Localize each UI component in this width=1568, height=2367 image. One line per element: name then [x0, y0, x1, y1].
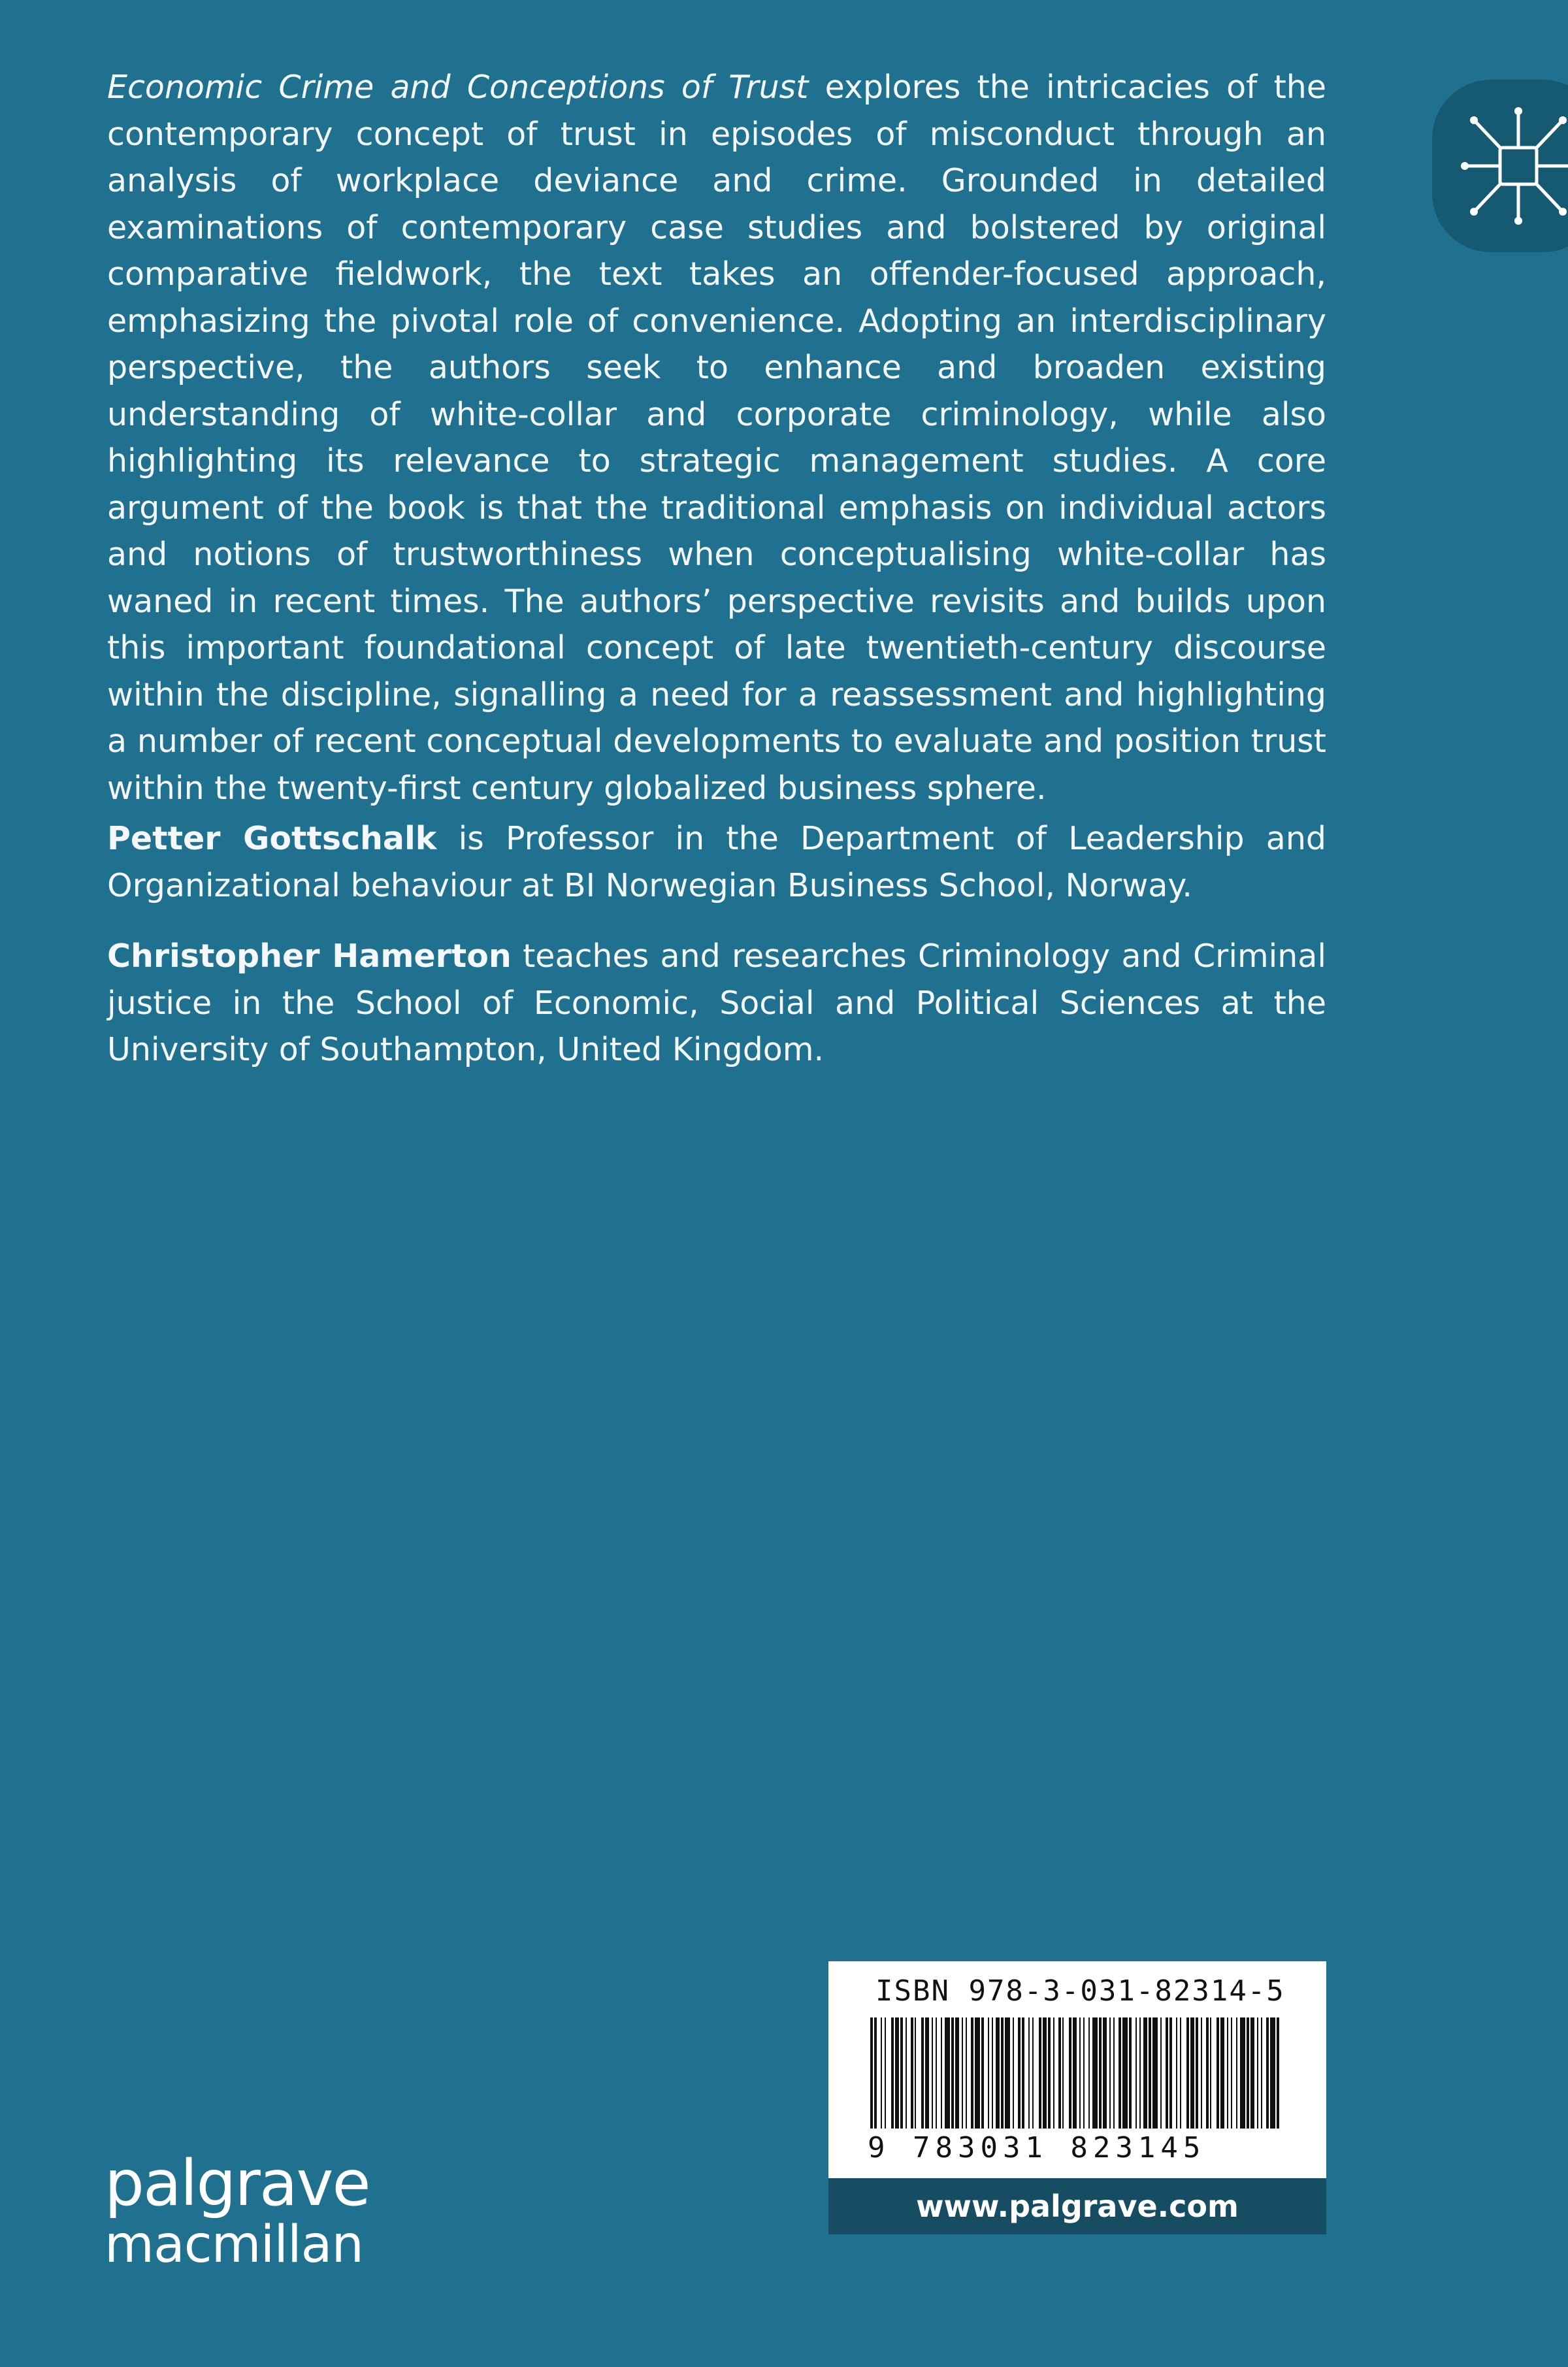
logo-line-palgrave: palgrave	[105, 2147, 370, 2220]
barcode-bar	[1139, 2017, 1141, 2129]
barcode-bar	[1103, 2017, 1107, 2129]
barcode-bar	[870, 2017, 873, 2129]
barcode-bar	[941, 2017, 942, 2129]
barcode-bar	[921, 2017, 924, 2129]
barcode-bar	[1257, 2017, 1258, 2129]
isbn-digits: 9 783031 823145	[868, 2131, 1206, 2164]
barcode-bar	[1013, 2017, 1014, 2129]
barcode-bar	[1266, 2017, 1269, 2129]
barcode-bar	[975, 2017, 980, 2129]
isbn-barcode-panel	[828, 1961, 1326, 2178]
author-bio-hamerton	[107, 933, 1326, 1073]
emblem-tab	[1432, 80, 1568, 252]
barcode-bar	[1113, 2017, 1115, 2129]
barcode-bar	[1135, 2017, 1137, 2129]
barcode-bar	[1220, 2017, 1224, 2129]
barcode-bar	[1152, 2017, 1158, 2129]
barcode-bar	[1005, 2017, 1010, 2129]
publisher-url: www.palgrave.com	[828, 2178, 1326, 2234]
barcode-bar	[1001, 2017, 1004, 2129]
barcode-bar	[906, 2017, 907, 2129]
barcode-bar	[1032, 2017, 1034, 2129]
barcode-bar	[1180, 2017, 1181, 2129]
barcode-bar	[1092, 2017, 1098, 2129]
barcode-bar	[915, 2017, 916, 2129]
barcode-bar	[1217, 2017, 1219, 2129]
barcode-bar	[1043, 2017, 1047, 2129]
barcode-bar	[1088, 2017, 1090, 2129]
barcode-bar	[1240, 2017, 1245, 2129]
barcode-bar	[1048, 2017, 1051, 2129]
publisher-logo	[105, 2149, 370, 2272]
barcode-bar	[1069, 2017, 1071, 2129]
barcode-bar	[951, 2017, 954, 2129]
barcode-bar	[1236, 2017, 1237, 2129]
author-bio-gottschalk	[107, 815, 1326, 909]
book-description-body: explores the intricacies of the contemporary concept of trust in episodes of misconduct through an analysis of workplace deviance and crime. Grounded in detailed examinations of contemporary case studies and bolstered by original comparative fieldwork, the text takes an offender-focused approach, emphasizing the pivotal role of convenience. Adopting an interdisciplinary perspective, the authors seek to enhance and broaden existing understanding of white-collar and corporate criminology, while also highlighting its relevance to strategic management studies. A core argument of the book is that the traditional emphasis on individual actors and notions of trustworthiness when conceptualising white-collar has waned in recent times. The authors’ perspective revisits and builds upon this important foundational concept of late twentieth-century discourse within the discipline, signalling a need for a reassessment and highlighting a number of recent conceptual developments to evaluate and position trust within the twenty-first century globalized business sphere.	[107, 69, 1326, 807]
barcode-bar	[1053, 2017, 1054, 2129]
palgrave-emblem-icon	[1461, 103, 1568, 229]
barcode-bar	[1109, 2017, 1111, 2129]
barcode-bar	[981, 2017, 984, 2129]
barcode-bar	[992, 2017, 993, 2129]
barcode-bar	[1039, 2017, 1041, 2129]
barcode-bar	[971, 2017, 973, 2129]
barcode-bar	[1277, 2017, 1279, 2129]
barcode-bar	[932, 2017, 933, 2129]
barcode-bar	[1083, 2017, 1085, 2129]
barcode-bar	[966, 2017, 967, 2129]
barcode-bar	[895, 2017, 899, 2129]
barcode-bar	[885, 2017, 886, 2129]
barcode-bar	[962, 2017, 963, 2129]
barcode-bar	[1201, 2017, 1202, 2129]
barcode-bar	[1062, 2017, 1064, 2129]
barcode-bar	[996, 2017, 1000, 2129]
barcode-bar	[1129, 2017, 1132, 2129]
barcode-bar	[1227, 2017, 1228, 2129]
author-name: Christopher Hamerton	[107, 938, 512, 975]
barcode-bar	[1210, 2017, 1211, 2129]
barcode-bar	[1176, 2017, 1177, 2129]
barcode-bar	[911, 2017, 913, 2129]
barcode-bar	[1022, 2017, 1024, 2129]
barcode-bar	[1166, 2017, 1168, 2129]
barcode-bar	[1018, 2017, 1021, 2129]
barcode-bar	[1196, 2017, 1198, 2129]
barcode-bar	[1099, 2017, 1102, 2129]
barcode-bar	[1122, 2017, 1128, 2129]
logo-line-macmillan: macmillan	[105, 2215, 363, 2274]
barcode-bar	[1250, 2017, 1254, 2129]
barcode-bar	[1206, 2017, 1209, 2129]
barcode-bar	[874, 2017, 877, 2129]
barcode-icon	[865, 2017, 1290, 2148]
author-bio-text: is Professor in the Department of Leadership and Organizational behaviour at BI Norwegian Business School, Norway.	[107, 820, 1326, 904]
barcode-bar	[988, 2017, 989, 2129]
barcode-bar	[1231, 2017, 1232, 2129]
book-title-italic: Economic Crime and Conceptions of Trust	[107, 69, 809, 106]
barcode-bar	[1079, 2017, 1081, 2129]
barcode-bar	[1073, 2017, 1077, 2129]
barcode-bar	[1169, 2017, 1172, 2129]
author-bio-text: teaches and researches Criminology and Criminal justice in the School of Economic, Social and Political Sciences at the University of Southampton, United Kingdom.	[107, 938, 1326, 1068]
barcode-bar	[955, 2017, 959, 2129]
barcode-bar	[1028, 2017, 1030, 2129]
barcode-bar	[1186, 2017, 1189, 2129]
isbn-label: ISBN 978-3-031-82314-5	[875, 1974, 1285, 2008]
barcode-bar	[891, 2017, 894, 2129]
author-name: Petter Gottschalk	[107, 820, 437, 857]
barcode-bar	[1247, 2017, 1249, 2129]
barcode-bar	[1160, 2017, 1162, 2129]
barcode-bar	[1270, 2017, 1275, 2129]
book-description	[107, 64, 1326, 811]
barcode-bar	[945, 2017, 950, 2129]
barcode-bar	[1149, 2017, 1151, 2129]
barcode-bar	[1261, 2017, 1262, 2129]
barcode-bar	[1119, 2017, 1121, 2129]
barcode-bar	[936, 2017, 937, 2129]
barcode-bar	[925, 2017, 929, 2129]
barcode-bar	[1143, 2017, 1147, 2129]
barcode-bar	[1190, 2017, 1194, 2129]
barcode-bar	[1058, 2017, 1061, 2129]
barcode-bar	[900, 2017, 903, 2129]
barcode-bar	[881, 2017, 882, 2129]
